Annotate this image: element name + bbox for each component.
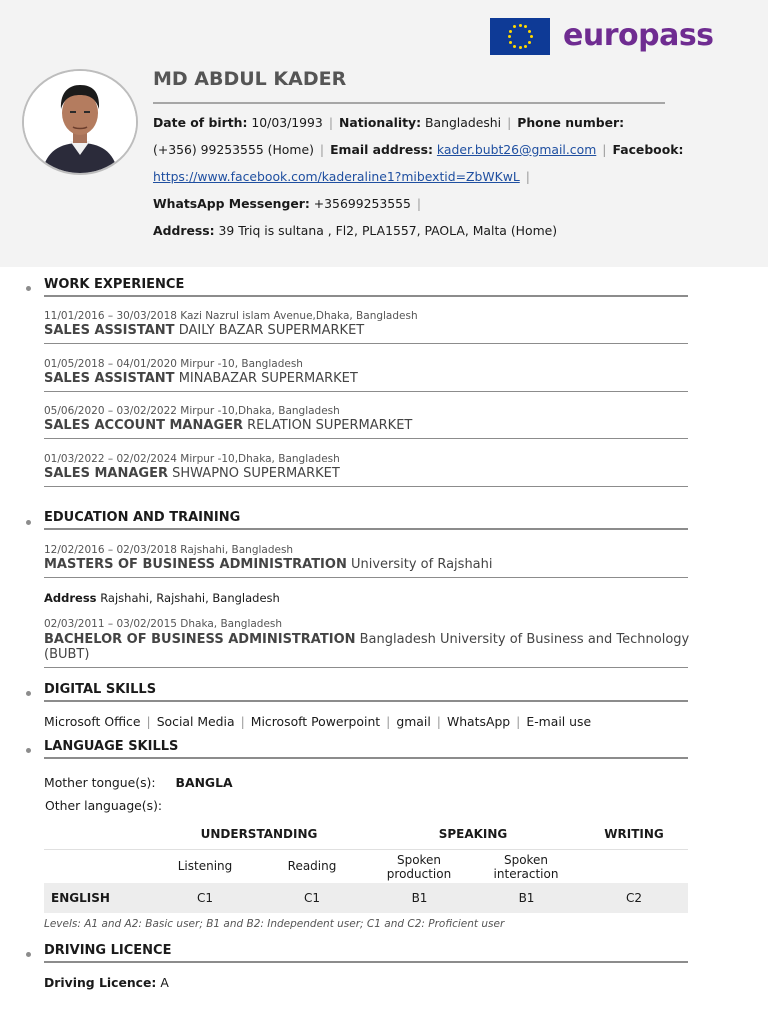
- education-degree: [44, 557, 493, 572]
- institution: University of Rajshahi: [350, 557, 493, 572]
- nationality-value: Bangladeshi: [425, 115, 502, 130]
- table-divider: [44, 849, 688, 850]
- job-title: SALES ASSISTANT: [44, 323, 175, 338]
- dob-value: 10/03/1993: [251, 115, 323, 130]
- level-spoken-interaction: B1: [518, 891, 535, 905]
- eu-star-icon: [509, 41, 512, 44]
- work-meta: 01/03/2022 – 02/02/2024 Mirpur -10,Dhaka, Bangladesh: [44, 453, 340, 465]
- entry-divider: [44, 438, 688, 439]
- eu-star-icon: [530, 35, 533, 38]
- driving-licence-value: A: [160, 975, 169, 990]
- section-divider: [44, 295, 688, 297]
- personal-info-line-3: [153, 169, 536, 185]
- eu-star-icon: [528, 30, 531, 33]
- table-row: [44, 883, 688, 913]
- driving-licence-label: Driving Licence:: [44, 975, 157, 990]
- institution: Bangladesh University of Business and Technology (BUBT): [44, 632, 690, 662]
- personal-info-line-4: [153, 196, 427, 212]
- section-divider: [44, 961, 688, 963]
- eu-star-icon: [513, 25, 516, 28]
- level-spoken-production: B1: [411, 891, 428, 905]
- section-title-education: EDUCATION AND TRAINING: [44, 510, 241, 525]
- mother-tongue-label: Mother tongue(s):: [44, 775, 156, 790]
- separator: |: [602, 142, 607, 157]
- employer: DAILY BAZAR SUPERMARKET: [178, 323, 365, 338]
- degree-title: MASTERS OF BUSINESS ADMINISTRATION: [44, 557, 347, 572]
- address-label: Address:: [153, 223, 215, 238]
- separator: |: [436, 714, 441, 729]
- dob-label: Date of birth:: [153, 115, 248, 130]
- eu-star-icon: [528, 41, 531, 44]
- level-listening: C1: [196, 891, 213, 905]
- skill-item: E-mail use: [526, 714, 592, 729]
- job-title: SALES MANAGER: [44, 466, 168, 481]
- level-writing: C2: [625, 891, 642, 905]
- work-meta: 05/06/2020 – 03/02/2022 Mirpur -10,Dhaka, Bangladesh: [44, 405, 340, 417]
- mother-tongue-value: BANGLA: [175, 775, 233, 790]
- separator: |: [240, 714, 245, 729]
- eu-star-icon: [519, 24, 522, 27]
- whatsapp-label: WhatsApp Messenger:: [153, 196, 310, 211]
- section-divider: [44, 700, 688, 702]
- section-divider: [44, 528, 688, 530]
- personal-info-line-5: [153, 223, 557, 239]
- subheader-spoken-interaction: Spoken interaction: [493, 853, 559, 881]
- facebook-link[interactable]: https://www.facebook.com/kaderaline1?mibextid=ZbWKwL: [153, 169, 520, 184]
- separator: |: [319, 142, 325, 157]
- subheader-reading: Reading: [287, 859, 337, 873]
- work-meta: 11/01/2016 – 30/03/2018 Kazi Nazrul islam Avenue,Dhaka, Bangladesh: [44, 310, 418, 322]
- profile-photo: [22, 69, 138, 175]
- eu-star-icon: [513, 45, 516, 48]
- section-title-work: WORK EXPERIENCE: [44, 277, 185, 292]
- address-label: Address: [44, 591, 97, 605]
- education-address: [44, 591, 280, 605]
- address-value: 39 Triq is sultana , Fl2, PLA1557, PAOLA, Malta (Home): [218, 223, 558, 238]
- cv-header: [0, 0, 768, 267]
- europass-logo: europass: [563, 18, 714, 53]
- language-name: ENGLISH: [51, 891, 110, 905]
- table-header-row: [44, 827, 688, 849]
- eu-star-icon: [508, 35, 511, 38]
- section-title-language: LANGUAGE SKILLS: [44, 739, 179, 754]
- job-title: SALES ACCOUNT MANAGER: [44, 418, 243, 433]
- personal-info-line-1: [153, 115, 624, 131]
- header-speaking: SPEAKING: [438, 827, 508, 841]
- skill-item: Social Media: [156, 714, 235, 729]
- eu-flag-icon: [490, 18, 550, 55]
- section-bullet-icon: [26, 952, 31, 957]
- employer: MINABAZAR SUPERMARKET: [178, 371, 358, 386]
- other-languages-label: Other language(s):: [45, 798, 163, 813]
- driving-licence: [44, 975, 169, 990]
- entry-divider: [44, 486, 688, 487]
- address-value: Rajshahi, Rajshahi, Bangladesh: [100, 591, 280, 605]
- section-bullet-icon: [26, 520, 31, 525]
- entry-divider: [44, 343, 688, 344]
- eu-star-icon: [509, 30, 512, 33]
- mother-tongue: [44, 775, 233, 790]
- separator: |: [516, 714, 521, 729]
- skill-item: Microsoft Powerpoint: [250, 714, 381, 729]
- subheader-spoken-production: Spoken production: [386, 853, 452, 881]
- entry-divider: [44, 391, 688, 392]
- phone-label: Phone number:: [517, 115, 625, 130]
- table-subheader-row: [44, 853, 688, 883]
- subheader-listening: Listening: [177, 859, 233, 873]
- section-title-digital: DIGITAL SKILLS: [44, 682, 157, 697]
- work-role: [44, 371, 358, 386]
- eu-star-icon: [524, 45, 527, 48]
- work-meta: 01/05/2018 – 04/01/2020 Mirpur -10, Bangladesh: [44, 358, 303, 370]
- entry-divider: [44, 667, 688, 668]
- separator: |: [328, 115, 333, 130]
- skill-item: WhatsApp: [446, 714, 511, 729]
- section-title-driving: DRIVING LICENCE: [44, 943, 172, 958]
- nationality-label: Nationality:: [339, 115, 422, 130]
- skill-item: Microsoft Office: [44, 714, 141, 729]
- employer: SHWAPNO SUPERMARKET: [172, 466, 340, 481]
- employer: RELATION SUPERMARKET: [247, 418, 413, 433]
- email-link[interactable]: kader.bubt26@gmail.com: [436, 142, 597, 157]
- header-understanding: UNDERSTANDING: [200, 827, 318, 841]
- separator: |: [416, 196, 422, 211]
- education-meta: 12/02/2016 – 02/03/2018 Rajshahi, Bangladesh: [44, 544, 294, 556]
- levels-note: Levels: A1 and A2: Basic user; B1 and B2: Independent user; C1 and C2: Proficient user: [44, 918, 505, 930]
- level-reading: C1: [303, 891, 320, 905]
- phone-value: (+356) 99253555 (Home): [153, 142, 314, 157]
- whatsapp-value: +35699253555: [313, 196, 411, 211]
- work-role: [44, 323, 364, 338]
- job-title: SALES ASSISTANT: [44, 371, 175, 386]
- separator: |: [507, 115, 512, 130]
- candidate-name: MD ABDUL KADER: [153, 68, 347, 90]
- work-role: [44, 418, 412, 433]
- section-bullet-icon: [26, 691, 31, 696]
- work-role: [44, 466, 340, 481]
- header-writing: WRITING: [604, 827, 664, 841]
- personal-info-line-2: [153, 142, 683, 158]
- separator: |: [525, 169, 530, 184]
- facebook-label: Facebook:: [612, 142, 684, 157]
- section-bullet-icon: [26, 748, 31, 753]
- education-meta: 02/03/2011 – 03/02/2015 Dhaka, Bangladesh: [44, 618, 283, 630]
- name-divider: [153, 102, 665, 104]
- separator: |: [146, 714, 151, 729]
- eu-star-icon: [524, 25, 527, 28]
- entry-divider: [44, 577, 688, 578]
- degree-title: BACHELOR OF BUSINESS ADMINISTRATION: [44, 632, 356, 647]
- section-divider: [44, 757, 688, 759]
- section-bullet-icon: [26, 286, 31, 291]
- education-degree: [44, 632, 694, 662]
- digital-skills-list: [44, 714, 591, 729]
- skill-item: gmail: [396, 714, 431, 729]
- email-label: Email address:: [330, 142, 433, 157]
- eu-star-icon: [519, 46, 522, 49]
- separator: |: [386, 714, 391, 729]
